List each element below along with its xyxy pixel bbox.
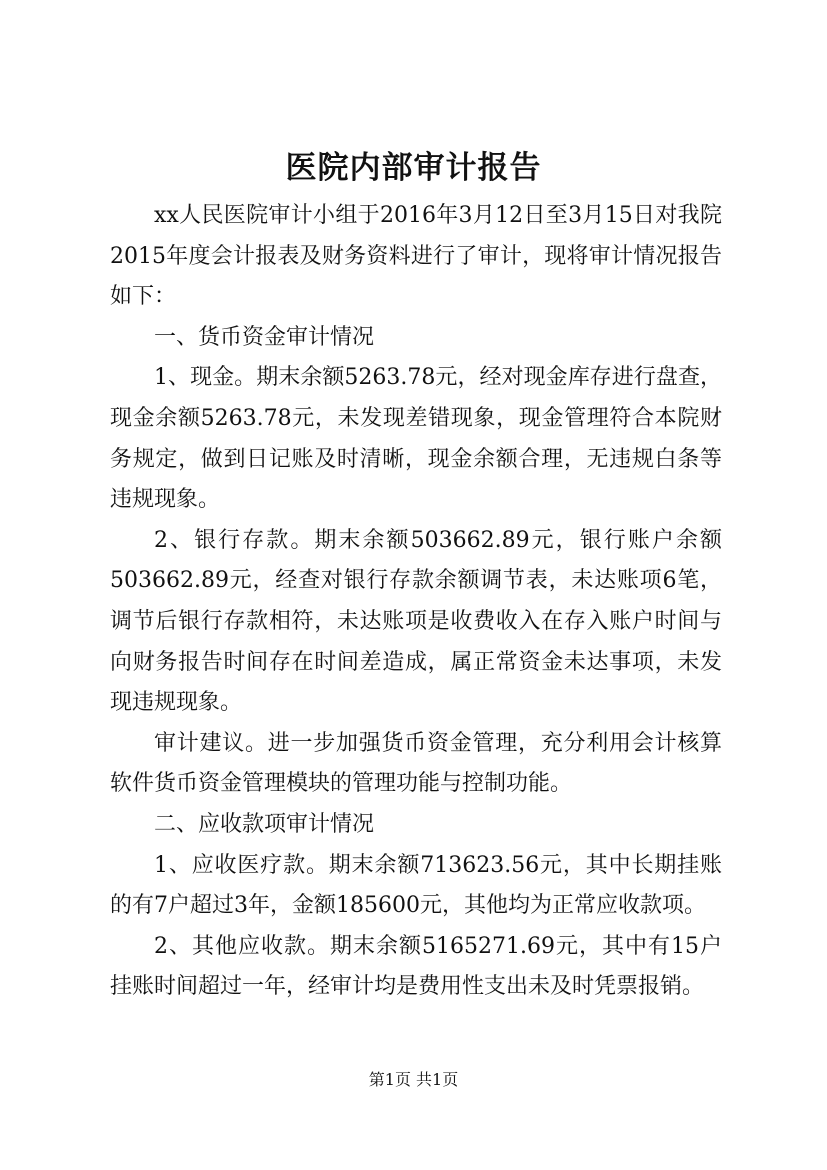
section-heading-cash-funds: 一、货币资金审计情况 — [154, 324, 375, 350]
paragraph-cash: 1、现金。期末余额5263.78元，经对现金库存进行盘查，现金余额5263.78元，未发现差错现象，现金管理符合本院财务规定，做到日记账及时清晰，现金余额合理，无违规白条等违规现象。 — [110, 365, 722, 513]
section-heading-receivables: 二、应收款项审计情况 — [154, 811, 375, 837]
paragraph-bank-deposit: 2、银行存款。期末余额503662.89元，银行账户余额503662.89元，经查对银行存款余额调节表，未达账项6笔，调节后银行存款相符，未达账项是收费收入在存入账户时间与向财务报告时间存在时间差造成，属正常资金未达事项，未发现违规现象。 — [110, 527, 722, 716]
paragraph-intro: xx人民医院审计小组于2016年3月12日至3月15日对我院2015年度会计报表及财务资料进行了审计，现将审计情况报告如下： — [110, 203, 722, 310]
paragraph-audit-suggestion: 审计建议。进一步加强货币资金管理，充分利用会计核算软件货币资金管理模块的管理功能与控制功能。 — [110, 730, 722, 797]
paragraph-other-receivables: 2、其他应收款。期末余额5165271.69元，其中有15户挂账时间超过一年，经审计均是费用性支出未及时凭票报销。 — [110, 933, 722, 1000]
page-footer: 第1页 共1页 — [368, 1070, 459, 1089]
document-title: 医院内部审计报告 — [285, 150, 542, 186]
paragraph-medical-receivables: 1、应收医疗款。期末余额713623.56元，其中长期挂账的有7户超过3年，金额185600元，其他均为正常应收款项。 — [110, 852, 722, 919]
document-body — [110, 196, 722, 1008]
